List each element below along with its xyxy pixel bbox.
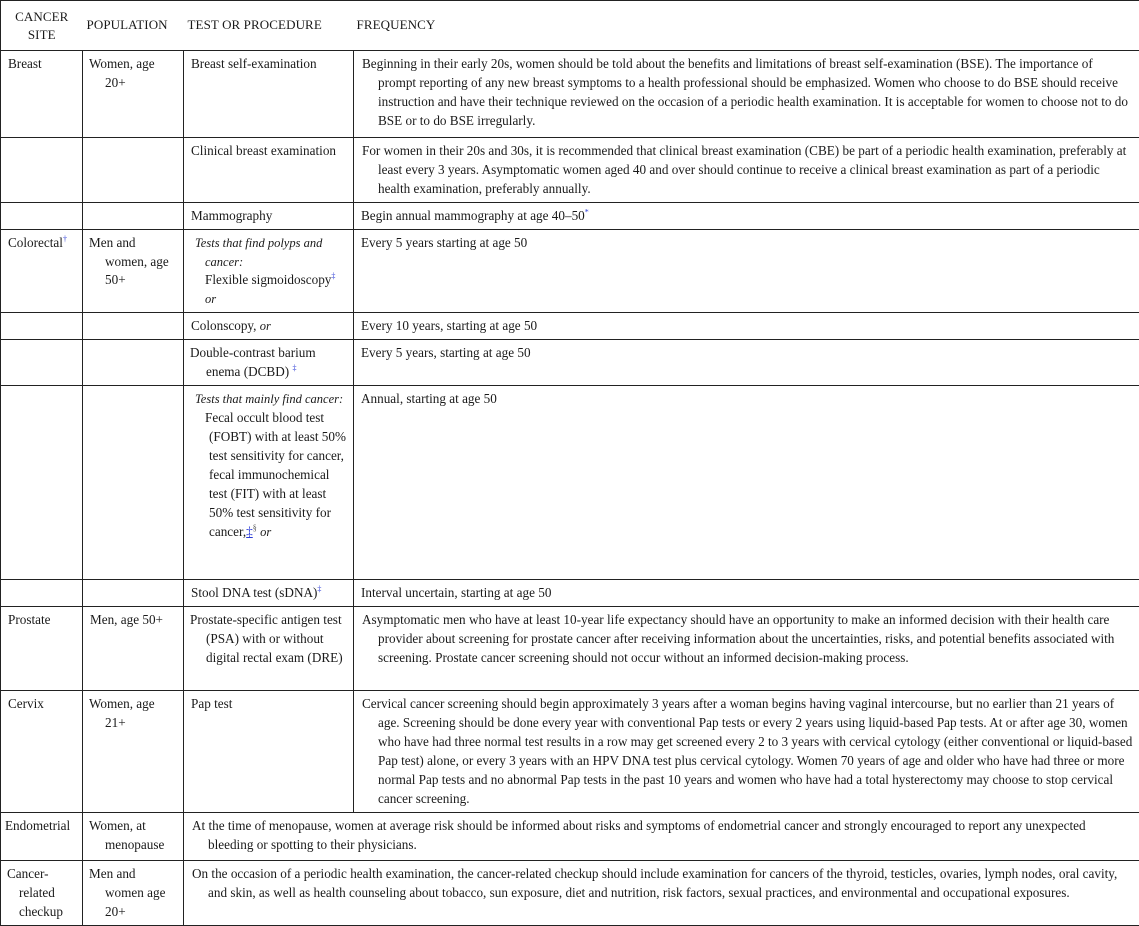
population-cell: Women, age 21+ [83,691,184,812]
test-cell [184,340,354,386]
header-frequency: FREQUENCY [354,1,1139,51]
test-text: Fecal occult blood test (FOBT) with at least 50% test sensitivity for cancer, fecal immunochemical test (FIT) with at least 50% test sensitivity for cancer, [205,410,346,538]
site-cell: Breast [1,51,83,138]
population-cell [83,386,184,580]
footnote-link[interactable]: † [63,234,67,243]
table-row [1,138,1139,203]
population-cell [83,340,184,386]
test-cell: Clinical breast examination [184,138,354,203]
header-test: TEST OR PROCEDURE [184,1,354,51]
table-row [1,607,1139,691]
table-row [1,860,1139,925]
test-cell: Pap test [184,691,354,812]
population-cell [83,313,184,340]
test-cell [184,229,354,313]
test-intro: Tests that find polyps and cancer: [191,234,347,272]
population-cell [83,138,184,203]
table-row [1,229,1139,313]
test-cell: Prostate-specific antigen test (PSA) with or without digital rectal exam (DRE) [184,607,354,691]
footnote-link[interactable]: ‡ [292,364,296,373]
footnote-link[interactable]: * [585,207,589,216]
table-row [1,313,1139,340]
table-row [1,812,1139,860]
test-cell [184,386,354,580]
population-cell: Women, at menopause [83,812,184,860]
population-cell: Men and women, age 50+ [83,229,184,313]
test-text-wrap [191,409,347,541]
frequency-cell: At the time of menopause, women at average risk should be informed about risks and symptoms of endometrial cancer and strongly encouraged to report any unexpected bleeding or spotting to their physicians. [184,812,1139,860]
site-cell: Prostate [1,607,83,691]
test-text: Flexible sigmoidoscopy [205,272,331,287]
frequency-cell: Annual, starting at age 50 [354,386,1139,580]
site-cell [1,580,83,607]
population-cell: Men, age 50+ [83,607,184,691]
table-row [1,386,1139,580]
frequency-cell: On the occasion of a periodic health examination, the cancer-related checkup should include examination for cancers of the thyroid, testicles, ovaries, lymph nodes, oral cavity, and skin, as well as health counseling about tobacco, sun exposure, diet and nutrition, risk factors, sexual practices, and environmental and occupational exposures. [184,860,1139,925]
test-text-wrap [191,271,347,309]
site-text: Colorectal [8,235,63,250]
frequency-cell: For women in their 20s and 30s, it is recommended that clinical breast examination (CBE) be part of a periodic health examination, preferably at least every 3 years. Asymptomatic women aged 40 and over should continue to receive a clinical breast examination as part of a periodic health examination, preferably annually. [354,138,1139,203]
site-cell [1,202,83,229]
site-cell [1,386,83,580]
frequency-cell [354,202,1139,229]
site-cell: Endometrial [1,812,83,860]
table-row [1,580,1139,607]
test-text: Double-contrast barium enema (DCBD) [190,345,316,379]
frequency-cell: Interval uncertain, starting at age 50 [354,580,1139,607]
table-row [1,691,1139,812]
population-cell [83,202,184,229]
or-text: or [260,319,271,333]
population-cell: Men and women age 20+ [83,860,184,925]
site-cell [1,229,83,313]
footnote-link[interactable]: ‡ [317,585,321,594]
site-cell: Cervix [1,691,83,812]
population-cell [83,580,184,607]
or-text: or [205,292,216,306]
table-row [1,51,1139,138]
table-row [1,202,1139,229]
site-cell [1,340,83,386]
test-cell [184,313,354,340]
test-cell [184,580,354,607]
frequency-cell: Every 10 years, starting at age 50 [354,313,1139,340]
frequency-cell: Every 5 years, starting at age 50 [354,340,1139,386]
test-text: Colonscopy, [191,318,256,333]
test-text: Stool DNA test (sDNA) [191,585,317,600]
site-cell [1,138,83,203]
test-cell: Breast self-examination [184,51,354,138]
frequency-cell: Beginning in their early 20s, women should be told about the benefits and limitations of breast self-examination (BSE). The importance of prompt reporting of any new breast symptoms to a health professional should be emphasized. Women who choose to do BSE should receive instruction and have their technique reviewed on the occasion of a periodic health examination. It is acceptable for women to choose not to do BSE or to do BSE irregularly. [354,51,1139,138]
or-text: or [260,525,271,539]
test-cell: Mammography [184,202,354,229]
table-row [1,340,1139,386]
population-cell: Women, age 20+ [83,51,184,138]
header-row [1,1,1139,51]
frequency-text: Begin annual mammography at age 40–50 [361,208,585,223]
header-population: POPULATION [83,1,184,51]
footnote-link[interactable]: § [253,523,257,532]
footnote-link[interactable]: ‡ [246,524,253,539]
site-cell [1,313,83,340]
frequency-cell: Every 5 years starting at age 50 [354,229,1139,313]
header-cancer-site: CANCER SITE [1,1,83,51]
site-cell: Cancer-related checkup [1,860,83,925]
frequency-cell: Cervical cancer screening should begin approximately 3 years after a woman begins having vaginal intercourse, but no earlier than 21 years of age. Screening should be done every year with conventional Pap tests or every 2 years using liquid-based Pap tests. At or after age 30, women who have had three normal test results in a row may get screened every 2 to 3 years with cervical cytology (either conventional or liquid-based Pap test) alone, or every 3 years with an HPV DNA test plus cervical cytology. Women 70 years of age and older who have had three or more normal Pap tests and no abnormal Pap tests in the past 10 years and women who have had a total hysterectomy may choose to stop cervical cancer screening. [354,691,1139,812]
footnote-link[interactable]: ‡ [331,272,335,281]
frequency-cell: Asymptomatic men who have at least 10-year life expectancy should have an opportunity to make an informed decision with their health care provider about screening for prostate cancer after receiving information about the uncertainties, risks, and potential benefits associated with screening. Prostate cancer screening should not occur without an informed decision-making process. [354,607,1139,691]
test-intro: Tests that mainly find cancer: [191,390,347,409]
